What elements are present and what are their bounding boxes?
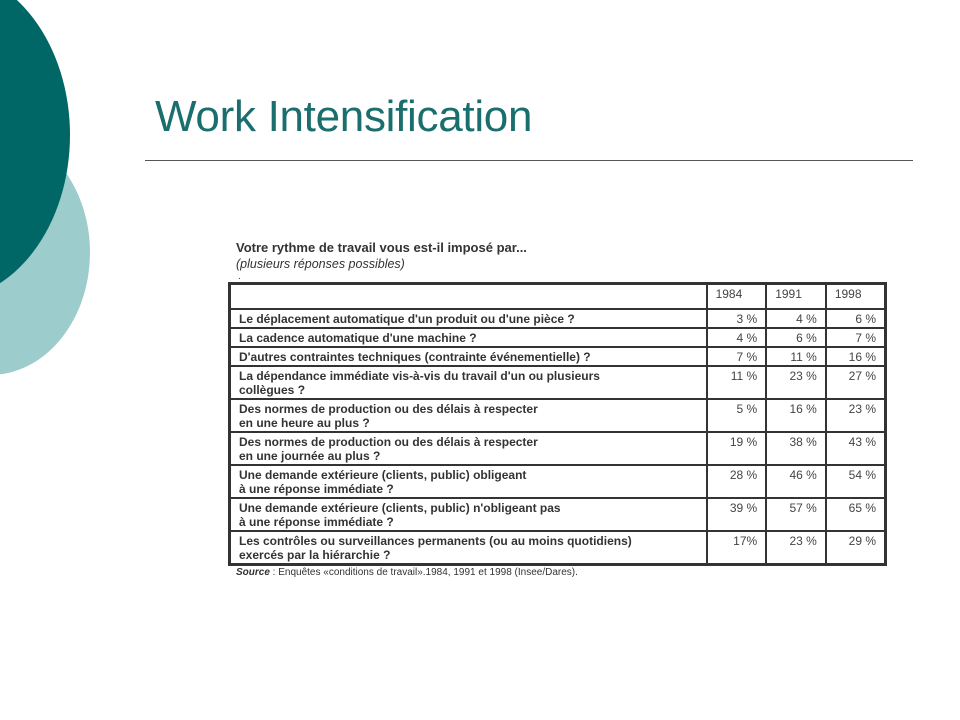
cell-1984: 39 % [707, 498, 767, 531]
cell-1991: 11 % [766, 347, 826, 366]
cell-1984: 11 % [707, 366, 767, 399]
row-label: Une demande extérieure (clients, public) obligeant à une réponse immédiate ? [230, 465, 707, 498]
source-text: : Enquêtes «conditions de travail».1984, 1991 et 1998 (Insee/Dares). [269, 567, 578, 578]
cell-1984: 28 % [707, 465, 767, 498]
table-row [230, 498, 886, 531]
row-label: La dépendance immédiate vis-à-vis du travail d'un ou plusieurs collègues ? [230, 366, 707, 399]
figure-subtitle: (plusieurs réponses possibles) [236, 257, 405, 271]
cell-1998: 6 % [826, 309, 886, 328]
cell-1991: 6 % [766, 328, 826, 347]
cell-1998: 43 % [826, 432, 886, 465]
cell-1991: 57 % [766, 498, 826, 531]
cell-1984: 4 % [707, 328, 767, 347]
slide-title: Work Intensification [155, 92, 533, 141]
cell-1984: 7 % [707, 347, 767, 366]
cell-1991: 23 % [766, 531, 826, 565]
table-row [230, 531, 886, 565]
table-header-row [230, 284, 886, 310]
cell-1998: 23 % [826, 399, 886, 432]
cell-1984: 3 % [707, 309, 767, 328]
row-label: D'autres contraintes techniques (contrainte événementielle) ? [230, 347, 707, 366]
survey-figure [228, 240, 888, 579]
cell-1991: 46 % [766, 465, 826, 498]
title-divider [145, 160, 913, 161]
cell-1998: 54 % [826, 465, 886, 498]
row-label: La cadence automatique d'une machine ? [230, 328, 707, 347]
table-row [230, 328, 886, 347]
cell-1991: 23 % [766, 366, 826, 399]
table-row [230, 309, 886, 328]
table-row [230, 347, 886, 366]
row-label: Une demande extérieure (clients, public) n'obligeant pas à une réponse immédiate ? [230, 498, 707, 531]
table-row [230, 366, 886, 399]
row-label: Les contrôles ou surveillances permanents (ou au moins quotidiens) exercés par la hiérarchie ? [230, 531, 707, 565]
cell-1991: 4 % [766, 309, 826, 328]
table-row [230, 465, 886, 498]
table-row [230, 432, 886, 465]
cell-1984: 19 % [707, 432, 767, 465]
header-cell-1984: 1984 [707, 284, 767, 310]
figure-question: Votre rythme de travail vous est-il imposé par... [236, 240, 527, 255]
figure-dot: . [238, 271, 241, 282]
cell-1998: 29 % [826, 531, 886, 565]
cell-1991: 38 % [766, 432, 826, 465]
header-cell-empty [230, 284, 707, 310]
row-label: Des normes de production ou des délais à respecter en une journée au plus ? [230, 432, 707, 465]
source-label: Source [236, 567, 270, 578]
header-cell-1991: 1991 [766, 284, 826, 310]
cell-1998: 65 % [826, 498, 886, 531]
row-label: Des normes de production ou des délais à respecter en une heure au plus ? [230, 399, 707, 432]
survey-table [228, 282, 887, 566]
table-row [230, 399, 886, 432]
cell-1991: 16 % [766, 399, 826, 432]
cell-1984: 5 % [707, 399, 767, 432]
cell-1984: 17% [707, 531, 767, 565]
row-label: Le déplacement automatique d'un produit ou d'une pièce ? [230, 309, 707, 328]
cell-1998: 7 % [826, 328, 886, 347]
header-cell-1998: 1998 [826, 284, 886, 310]
cell-1998: 27 % [826, 366, 886, 399]
cell-1998: 16 % [826, 347, 886, 366]
source-note [236, 567, 888, 579]
